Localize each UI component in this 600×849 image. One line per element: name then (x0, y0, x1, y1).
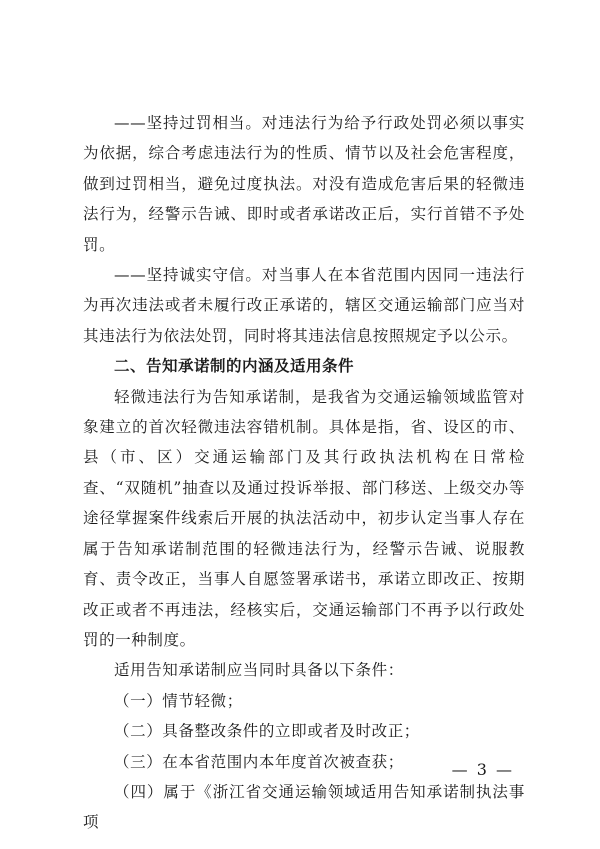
condition-item-1: （一）情节轻微； (114, 691, 243, 710)
condition-item-3: （三）在本省范围内本年度首次被查获； (114, 752, 404, 771)
paragraph-definition: 轻微违法行为告知承诺制，是我省为交通运输领域监管对象建立的首次轻微违法容错机制。具体是指，省、设区的市、县（市、区）交通运输部门及其行政执法机构在日常检查、“双随机”抽查以及通过投诉举报、部门移送、上级交办等途径掌握案件线索后开展的执法活动中，初步认定当事人存在属于告知承诺制范围的轻微违法行为，经警示告诫、说服教育、责令改正，当事人自愿签署承诺书，承诺立即改正、按期改正或者不再违法，经核实后，交通运输部门不再予以行政处罚的一种制度。 (83, 387, 525, 649)
section-heading: 二、告知承诺制的内涵及适用条件 (114, 357, 355, 376)
condition-item-4: （四）属于《浙江省交通运输领域适用告知承诺制执法事项 (83, 782, 525, 832)
document-body (83, 108, 525, 838)
condition-item-2: （二）具备整改条件的立即或者及时改正； (114, 722, 420, 741)
paragraph-conditions-intro: 适用告知承诺制应当同时具备以下条件： (114, 661, 404, 680)
paragraph-good-faith: ——坚持诚实守信。对当事人在本省范围内因同一违法行为再次违法或者未履行改正承诺的，辖区交通运输部门应当对其违法行为依法处罚，同时将其违法信息按照规定予以公示。 (83, 266, 525, 345)
page-number: — 3 — (451, 760, 514, 779)
paragraph-proportionate-penalty: ——坚持过罚相当。对违法行为给予行政处罚必须以事实为依据，综合考虑违法行为的性质、情节以及社会危害程度，做到过罚相当，避免过度执法。对没有造成危害后果的轻微违法行为，经警示告诫、即时或者承诺改正后，实行首错不予处罚。 (83, 114, 525, 254)
